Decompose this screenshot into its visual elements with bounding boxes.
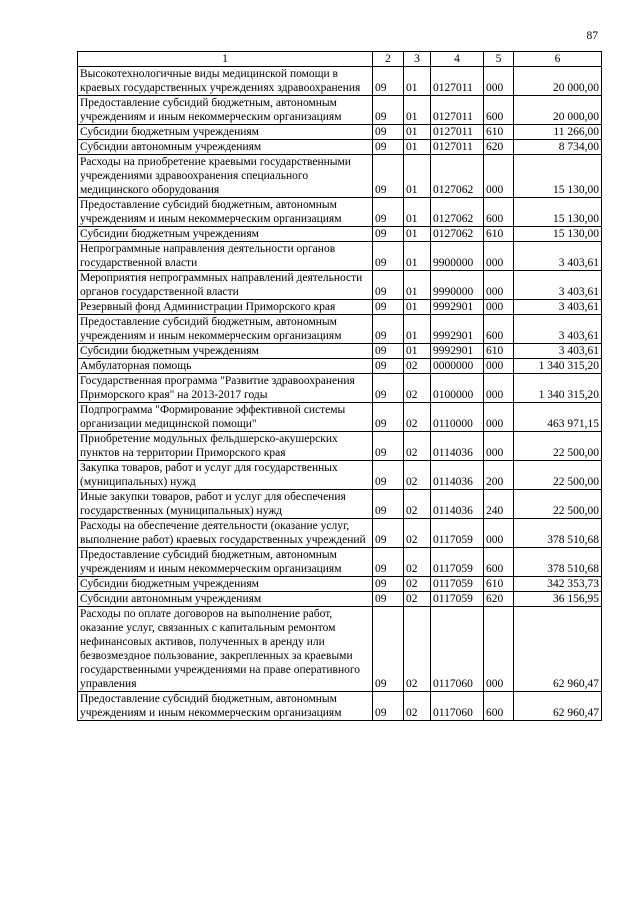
row-expense-type-cell: 000 <box>484 155 514 198</box>
row-name-cell: Предоставление субсидий бюджетным, автономным учреждениям и иным некоммерческим организациям <box>78 692 373 721</box>
row-section-cell: 09 <box>373 359 404 374</box>
row-name-cell: Субсидии бюджетным учреждениям <box>78 577 373 592</box>
row-subsection-cell: 02 <box>404 432 431 461</box>
row-name-cell: Предоставление субсидий бюджетным, автономным учреждениям и иным некоммерческим организациям <box>78 96 373 125</box>
row-expense-type-cell: 000 <box>484 271 514 300</box>
row-subsection-cell: 02 <box>404 490 431 519</box>
row-section-cell: 09 <box>373 96 404 125</box>
row-expense-type-cell: 610 <box>484 344 514 359</box>
row-name-cell: Мероприятия непрограммных направлений деятельности органов государственной власти <box>78 271 373 300</box>
table-row <box>78 140 602 155</box>
row-subsection-cell: 01 <box>404 300 431 315</box>
table-body <box>78 67 602 721</box>
row-section-cell: 09 <box>373 403 404 432</box>
row-expense-type-cell: 000 <box>484 607 514 692</box>
row-amount-cell: 36 156,95 <box>514 592 602 607</box>
row-target-article-cell: 0127062 <box>431 227 484 242</box>
row-name-cell: Расходы по оплате договоров на выполнение работ, оказание услуг, связанных с капитальным ремонтом нефинансовых активов, полученных в аренду или безвозмездное пользование, закрепленных за краевыми государственными учреждениями на праве оперативного управления <box>78 607 373 692</box>
table-row <box>78 374 602 403</box>
row-subsection-cell: 02 <box>404 548 431 577</box>
row-section-cell: 09 <box>373 592 404 607</box>
row-target-article-cell: 0110000 <box>431 403 484 432</box>
table-row <box>78 592 602 607</box>
row-amount-cell: 8 734,00 <box>514 140 602 155</box>
row-target-article-cell: 0127011 <box>431 125 484 140</box>
row-subsection-cell: 01 <box>404 242 431 271</box>
table-row <box>78 300 602 315</box>
row-subsection-cell: 01 <box>404 315 431 344</box>
row-amount-cell: 3 403,61 <box>514 271 602 300</box>
row-expense-type-cell: 000 <box>484 403 514 432</box>
row-expense-type-cell: 600 <box>484 315 514 344</box>
row-amount-cell: 463 971,15 <box>514 403 602 432</box>
table-row <box>78 432 602 461</box>
table-row <box>78 359 602 374</box>
row-expense-type-cell: 610 <box>484 125 514 140</box>
row-amount-cell: 15 130,00 <box>514 227 602 242</box>
row-target-article-cell: 0114036 <box>431 432 484 461</box>
column-header: 4 <box>431 52 484 67</box>
row-target-article-cell: 9992901 <box>431 344 484 359</box>
row-expense-type-cell: 000 <box>484 242 514 271</box>
column-header: 1 <box>78 52 373 67</box>
row-target-article-cell: 0114036 <box>431 461 484 490</box>
row-target-article-cell: 0127011 <box>431 96 484 125</box>
row-target-article-cell: 0117059 <box>431 577 484 592</box>
row-name-cell: Субсидии автономным учреждениям <box>78 140 373 155</box>
table-row <box>78 519 602 548</box>
row-amount-cell: 378 510,68 <box>514 519 602 548</box>
table-row <box>78 96 602 125</box>
column-header: 3 <box>404 52 431 67</box>
row-section-cell: 09 <box>373 607 404 692</box>
row-amount-cell: 3 403,61 <box>514 315 602 344</box>
row-target-article-cell: 9992901 <box>431 300 484 315</box>
row-amount-cell: 378 510,68 <box>514 548 602 577</box>
row-expense-type-cell: 600 <box>484 198 514 227</box>
header-row <box>78 52 602 67</box>
row-target-article-cell: 9992901 <box>431 315 484 344</box>
row-subsection-cell: 01 <box>404 155 431 198</box>
row-expense-type-cell: 000 <box>484 374 514 403</box>
row-subsection-cell: 02 <box>404 461 431 490</box>
row-amount-cell: 1 340 315,20 <box>514 359 602 374</box>
column-header: 6 <box>514 52 602 67</box>
row-section-cell: 09 <box>373 490 404 519</box>
row-amount-cell: 15 130,00 <box>514 198 602 227</box>
row-expense-type-cell: 620 <box>484 140 514 155</box>
table-row <box>78 344 602 359</box>
row-section-cell: 09 <box>373 67 404 96</box>
row-subsection-cell: 01 <box>404 344 431 359</box>
row-expense-type-cell: 600 <box>484 692 514 721</box>
row-target-article-cell: 0117059 <box>431 548 484 577</box>
row-target-article-cell: 0117059 <box>431 592 484 607</box>
row-section-cell: 09 <box>373 692 404 721</box>
row-subsection-cell: 02 <box>404 403 431 432</box>
row-subsection-cell: 01 <box>404 140 431 155</box>
row-subsection-cell: 02 <box>404 692 431 721</box>
row-subsection-cell: 02 <box>404 519 431 548</box>
row-name-cell: Субсидии бюджетным учреждениям <box>78 344 373 359</box>
row-name-cell: Иные закупки товаров, работ и услуг для обеспечения государственных (муниципальных) нужд <box>78 490 373 519</box>
row-name-cell: Субсидии автономным учреждениям <box>78 592 373 607</box>
row-amount-cell: 1 340 315,20 <box>514 374 602 403</box>
row-target-article-cell: 0000000 <box>431 359 484 374</box>
row-section-cell: 09 <box>373 461 404 490</box>
row-amount-cell: 62 960,47 <box>514 692 602 721</box>
row-name-cell: Предоставление субсидий бюджетным, автономным учреждениям и иным некоммерческим организациям <box>78 548 373 577</box>
row-name-cell: Подпрограмма "Формирование эффективной системы организации медицинской помощи" <box>78 403 373 432</box>
row-amount-cell: 15 130,00 <box>514 155 602 198</box>
table-row <box>78 692 602 721</box>
row-amount-cell: 22 500,00 <box>514 461 602 490</box>
row-name-cell: Предоставление субсидий бюджетным, автономным учреждениям и иным некоммерческим организациям <box>78 198 373 227</box>
row-target-article-cell: 0127011 <box>431 67 484 96</box>
row-section-cell: 09 <box>373 125 404 140</box>
table-row <box>78 577 602 592</box>
row-expense-type-cell: 000 <box>484 519 514 548</box>
row-subsection-cell: 01 <box>404 125 431 140</box>
table-row <box>78 461 602 490</box>
row-subsection-cell: 02 <box>404 607 431 692</box>
table-row <box>78 271 602 300</box>
row-expense-type-cell: 000 <box>484 359 514 374</box>
row-expense-type-cell: 610 <box>484 577 514 592</box>
row-section-cell: 09 <box>373 577 404 592</box>
row-target-article-cell: 0117060 <box>431 692 484 721</box>
row-target-article-cell: 0117059 <box>431 519 484 548</box>
table-row <box>78 155 602 198</box>
row-subsection-cell: 01 <box>404 67 431 96</box>
row-name-cell: Предоставление субсидий бюджетным, автономным учреждениям и иным некоммерческим организациям <box>78 315 373 344</box>
row-subsection-cell: 01 <box>404 198 431 227</box>
column-header: 5 <box>484 52 514 67</box>
row-target-article-cell: 0117060 <box>431 607 484 692</box>
row-target-article-cell: 0127011 <box>431 140 484 155</box>
row-target-article-cell: 9900000 <box>431 242 484 271</box>
row-expense-type-cell: 200 <box>484 461 514 490</box>
row-section-cell: 09 <box>373 227 404 242</box>
row-amount-cell: 20 000,00 <box>514 96 602 125</box>
table-row <box>78 125 602 140</box>
row-subsection-cell: 01 <box>404 96 431 125</box>
table-row <box>78 315 602 344</box>
row-name-cell: Непрограммные направления деятельности органов государственной власти <box>78 242 373 271</box>
budget-table <box>77 51 602 721</box>
table-row <box>78 242 602 271</box>
row-section-cell: 09 <box>373 344 404 359</box>
table-row <box>78 607 602 692</box>
row-subsection-cell: 02 <box>404 374 431 403</box>
row-name-cell: Расходы на приобретение краевыми государственными учреждениями здравоохранения специального медицинского оборудования <box>78 155 373 198</box>
row-expense-type-cell: 610 <box>484 227 514 242</box>
row-subsection-cell: 01 <box>404 227 431 242</box>
row-amount-cell: 342 353,73 <box>514 577 602 592</box>
row-amount-cell: 62 960,47 <box>514 607 602 692</box>
row-expense-type-cell: 240 <box>484 490 514 519</box>
row-section-cell: 09 <box>373 519 404 548</box>
row-name-cell: Государственная программа "Развитие здравоохранения Приморского края" на 2013-2017 годы <box>78 374 373 403</box>
row-target-article-cell: 0127062 <box>431 198 484 227</box>
page-number: 87 <box>586 30 598 42</box>
row-name-cell: Субсидии бюджетным учреждениям <box>78 227 373 242</box>
row-name-cell: Закупка товаров, работ и услуг для государственных (муниципальных) нужд <box>78 461 373 490</box>
row-subsection-cell: 01 <box>404 271 431 300</box>
row-section-cell: 09 <box>373 315 404 344</box>
row-amount-cell: 20 000,00 <box>514 67 602 96</box>
row-name-cell: Высокотехнологичные виды медицинской помощи в краевых государственных учреждениях здравоохранения <box>78 67 373 96</box>
row-name-cell: Приобретение модульных фельдшерско-акушерских пунктов на территории Приморского края <box>78 432 373 461</box>
row-section-cell: 09 <box>373 155 404 198</box>
row-expense-type-cell: 600 <box>484 548 514 577</box>
row-amount-cell: 3 403,61 <box>514 344 602 359</box>
row-section-cell: 09 <box>373 242 404 271</box>
table-row <box>78 548 602 577</box>
row-expense-type-cell: 000 <box>484 300 514 315</box>
row-amount-cell: 22 500,00 <box>514 490 602 519</box>
row-name-cell: Субсидии бюджетным учреждениям <box>78 125 373 140</box>
row-expense-type-cell: 000 <box>484 67 514 96</box>
row-expense-type-cell: 000 <box>484 432 514 461</box>
row-section-cell: 09 <box>373 198 404 227</box>
row-subsection-cell: 02 <box>404 359 431 374</box>
row-target-article-cell: 9990000 <box>431 271 484 300</box>
row-subsection-cell: 02 <box>404 577 431 592</box>
table-row <box>78 67 602 96</box>
row-amount-cell: 3 403,61 <box>514 300 602 315</box>
row-section-cell: 09 <box>373 374 404 403</box>
row-amount-cell: 22 500,00 <box>514 432 602 461</box>
row-section-cell: 09 <box>373 140 404 155</box>
row-expense-type-cell: 600 <box>484 96 514 125</box>
row-section-cell: 09 <box>373 300 404 315</box>
row-section-cell: 09 <box>373 432 404 461</box>
row-name-cell: Амбулаторная помощь <box>78 359 373 374</box>
table-row <box>78 227 602 242</box>
row-target-article-cell: 0114036 <box>431 490 484 519</box>
row-subsection-cell: 02 <box>404 592 431 607</box>
row-section-cell: 09 <box>373 271 404 300</box>
row-expense-type-cell: 620 <box>484 592 514 607</box>
table-row <box>78 490 602 519</box>
row-section-cell: 09 <box>373 548 404 577</box>
row-name-cell: Резервный фонд Администрации Приморского края <box>78 300 373 315</box>
row-target-article-cell: 0100000 <box>431 374 484 403</box>
column-header: 2 <box>373 52 404 67</box>
table-row <box>78 198 602 227</box>
row-name-cell: Расходы на обеспечение деятельности (оказание услуг, выполнение работ) краевых государственных учреждений <box>78 519 373 548</box>
table-row <box>78 403 602 432</box>
row-target-article-cell: 0127062 <box>431 155 484 198</box>
row-amount-cell: 11 266,00 <box>514 125 602 140</box>
row-amount-cell: 3 403,61 <box>514 242 602 271</box>
